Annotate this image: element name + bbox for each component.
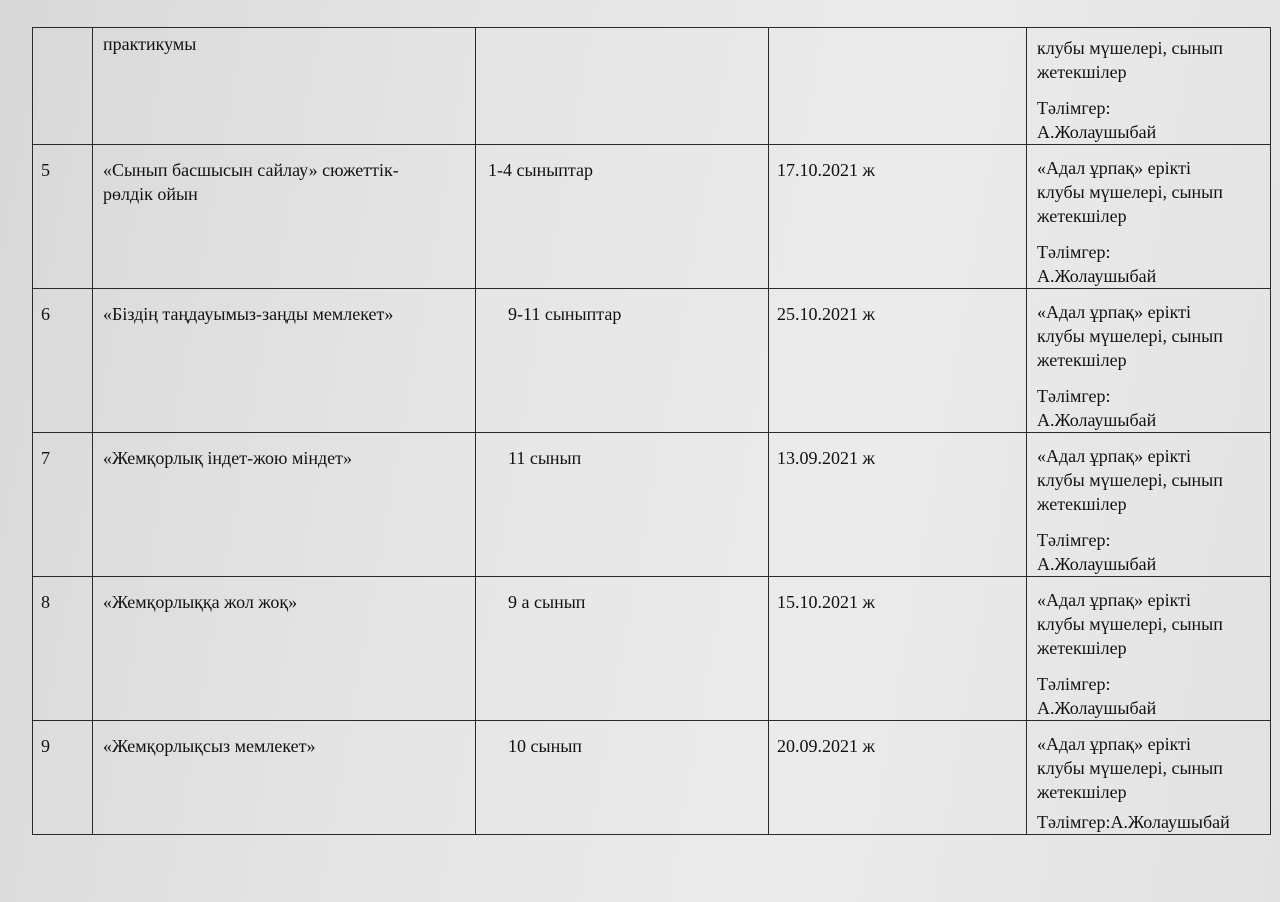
table-row	[33, 145, 1271, 289]
table-row	[33, 721, 1271, 835]
date-cell: 15.10.2021 ж	[769, 577, 1027, 721]
responsible-line: жетекшілер	[1037, 494, 1127, 514]
row-number-cell	[33, 28, 93, 145]
responsible-line: жетекшілер	[1037, 638, 1127, 658]
mentor-name: А.Жолаушыбай	[1037, 554, 1157, 574]
date-cell: 13.09.2021 ж	[769, 433, 1027, 577]
responsible-line: «Адал ұрпақ» ерікті	[1037, 590, 1192, 610]
responsible-line: «Адал ұрпақ» ерікті	[1037, 302, 1192, 322]
table-row	[33, 289, 1271, 433]
mentor-label: Тәлімгер:	[1037, 386, 1111, 406]
classes-cell: 9 а сынып	[476, 577, 769, 721]
mentor-label: Тәлімгер:А.Жолаушыбай	[1037, 812, 1230, 832]
responsible-line: клубы мүшелері, сынып	[1037, 326, 1223, 346]
responsible-cell	[1027, 289, 1271, 433]
classes-cell	[476, 28, 769, 145]
responsible-line: «Адал ұрпақ» ерікті	[1037, 158, 1192, 178]
classes-cell: 9-11 сыныптар	[476, 289, 769, 433]
responsible-line: клубы мүшелері, сынып	[1037, 182, 1223, 202]
responsible-line: жетекшілер	[1037, 350, 1127, 370]
mentor-label: Тәлімгер:	[1037, 242, 1111, 262]
event-cell: «Жемқорлыққа жол жоқ»	[93, 577, 476, 721]
mentor-name: А.Жолаушыбай	[1037, 410, 1157, 430]
mentor-name: А.Жолаушыбай	[1037, 266, 1157, 286]
responsible-line: жетекшілер	[1037, 206, 1127, 226]
classes-cell: 10 сынып	[476, 721, 769, 835]
responsible-cell	[1027, 721, 1271, 835]
row-number-cell: 5	[33, 145, 93, 289]
event-cell: «Жемқорлық індет-жою міндет»	[93, 433, 476, 577]
responsible-cell	[1027, 577, 1271, 721]
responsible-cell	[1027, 145, 1271, 289]
event-cell: «Біздің таңдауымыз-заңды мемлекет»	[93, 289, 476, 433]
responsible-cell	[1027, 433, 1271, 577]
mentor-label: Тәлімгер:	[1037, 98, 1111, 118]
row-number-cell: 7	[33, 433, 93, 577]
date-cell: 20.09.2021 ж	[769, 721, 1027, 835]
event-schedule-table	[32, 27, 1271, 835]
responsible-line: жетекшілер	[1037, 782, 1127, 802]
row-number-cell: 9	[33, 721, 93, 835]
responsible-line: «Адал ұрпақ» ерікті	[1037, 734, 1192, 754]
row-number-cell: 6	[33, 289, 93, 433]
table-row	[33, 433, 1271, 577]
mentor-label: Тәлімгер:	[1037, 674, 1111, 694]
date-cell	[769, 28, 1027, 145]
classes-cell: 11 сынып	[476, 433, 769, 577]
classes-cell: 1-4 сыныптар	[476, 145, 769, 289]
row-number-cell: 8	[33, 577, 93, 721]
responsible-line: клубы мүшелері, сынып	[1037, 758, 1223, 778]
responsible-line: клубы мүшелері, сынып	[1037, 38, 1223, 58]
responsible-line: «Адал ұрпақ» ерікті	[1037, 446, 1192, 466]
event-cell: «Сынып басшысын сайлау» сюжеттік- рөлдік ойын	[93, 145, 476, 289]
responsible-line: клубы мүшелері, сынып	[1037, 470, 1223, 490]
responsible-line: жетекшілер	[1037, 62, 1127, 82]
mentor-name: А.Жолаушыбай	[1037, 698, 1157, 718]
date-cell: 25.10.2021 ж	[769, 289, 1027, 433]
responsible-cell	[1027, 28, 1271, 145]
responsible-line: клубы мүшелері, сынып	[1037, 614, 1223, 634]
event-cell: практикумы	[93, 28, 476, 145]
event-cell: «Жемқорлықсыз мемлекет»	[93, 721, 476, 835]
mentor-name: А.Жолаушыбай	[1037, 122, 1157, 142]
date-cell: 17.10.2021 ж	[769, 145, 1027, 289]
table-row	[33, 28, 1271, 145]
table-row	[33, 577, 1271, 721]
mentor-label: Тәлімгер:	[1037, 530, 1111, 550]
